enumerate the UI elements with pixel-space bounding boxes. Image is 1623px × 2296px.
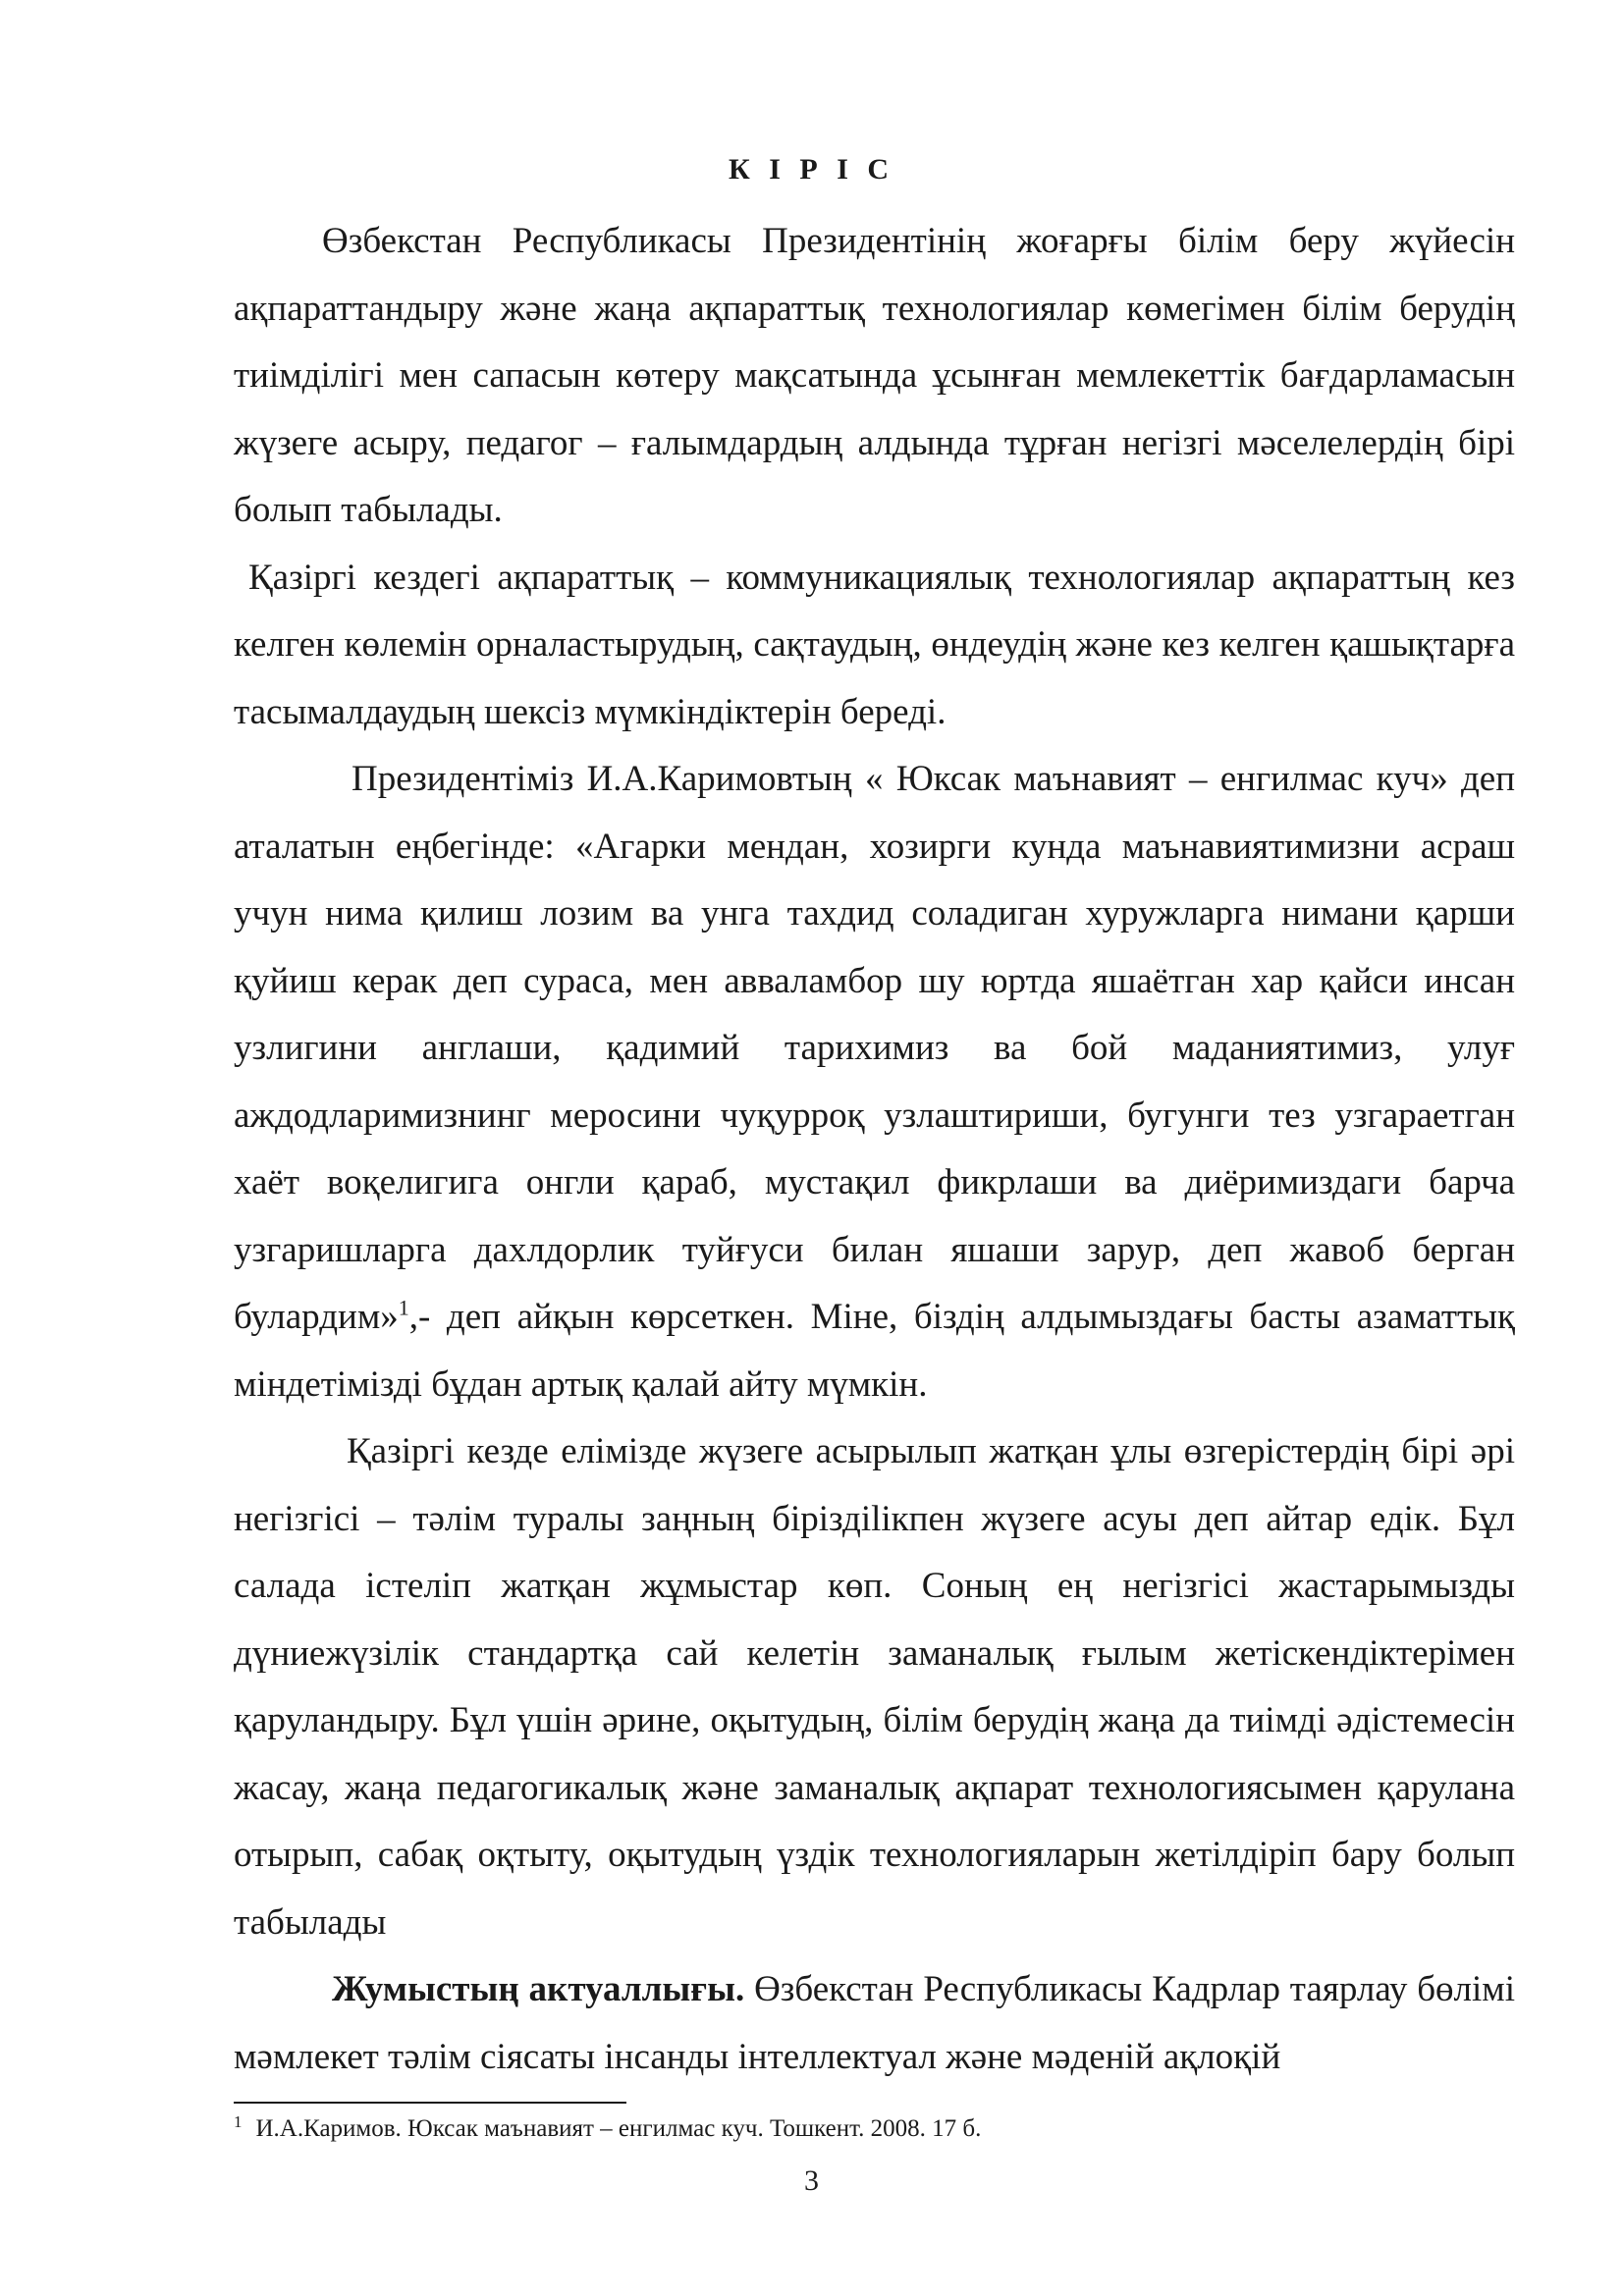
footnote-separator <box>234 2102 626 2104</box>
footnote-reference: 1 <box>398 1295 409 1320</box>
paragraph-4: Қазіргі кезде елімізде жүзеге асырылып жатқан ұлы өзгерістердің бірі әрі негізгісі – тәлім туралы заңның біріздіlікпен жүзеге асуы деп айтар едік. Бұл салада істеліп жатқан жұмыстар көп. Соның ең негізгісі жастарымызды дүниежүзілік стандартқа сай келетін заманалық ғылым жетіскендіктерімен қаруландыру. Бұл үшін әрине, оқытудың, білім берудің жаңа да тиімді әдістемесін жасау, жаңа педагогикалық және заманалық ақпарат технологиясымен қарулана отырып, сабақ оқтыту, оқытудың үздік технологияларын жетілдіріп бару болып табылады <box>234 1431 1515 1943</box>
footnote <box>234 2112 1515 2146</box>
paragraph-1: Өзбекстан Республикасы Президентінің жоғарғы білім беру жүйесін ақпараттандыру және жаңа ақпараттық технологиялар көмегімен білім берудің тиімділігі мен сапасын көтеру мақсатында ұсынған мемлекеттік бағдарламасын жүзеге асыру, педагог – ғалымдардың алдында тұрған негізгі мәселелердің бірі болып табылады. <box>234 221 1515 530</box>
section-heading: К І Р І С <box>728 153 895 186</box>
paragraph-3 <box>234 746 1515 1418</box>
paragraph-5 <box>234 1956 1515 2091</box>
relevance-heading: Жумыстың актуаллығы. <box>332 1969 745 2009</box>
paragraph-3-text-continued: ,- деп айқын көрсеткен. Міне, біздің алдымыздағы басты азаматтық міндетімізді бұдан артық қалай айту мүмкін. <box>234 1297 1515 1405</box>
paragraph-2: Қазіргі кездегі ақпараттық – коммуникациялық технологиялар ақпараттың кез келген көлемін орналастырудың, сақтаудың, өндеудің және кез келген қашықтарға тасымалдаудың шексіз мүмкіндіктерін береді. <box>234 557 1515 732</box>
footnote-text: И.А.Каримов. Юксак маънавият – енгилмас куч. Тошкент. 2008. 17 б. <box>255 2115 982 2142</box>
paragraph-3-text: Президентіміз И.А.Каримовтың « Юксак маънавият – енгилмас куч» деп аталатын еңбегінде: «Агарки мендан, хозирги кунда маънавиятимизни асраш учун нима қилиш лозим ва унга тахдид соладиган хуружларга нимани қарши қуйиш керак деп сураса, мен авваламбор шу юртда яшаётган хар қайси инсан узлигини англаши, қадимий тарихимиз ва бой маданиятимиз, улуғ аждодларимизнинг меросини чуқурроқ узлаштириши, бугунги тез узгараетган хаёт воқелигига онгли қараб, мустақил фикрлаши ва диёримиздаги барча узгаришларга дахлдорлик туйғуси билан яшаши зарур, деп жавоб берган булардим» <box>234 759 1515 1337</box>
footnote-marker: 1 <box>234 2111 243 2131</box>
page-number: 3 <box>804 2164 819 2197</box>
body-text <box>234 208 1515 2091</box>
paragraph-5-text: Өзбекстан Республикасы Кадрлар таярлау бөлімі мәмлекет тәлім сіясаты інсанды інтеллектуал және мәденій ақлоқій <box>234 1969 1515 2077</box>
